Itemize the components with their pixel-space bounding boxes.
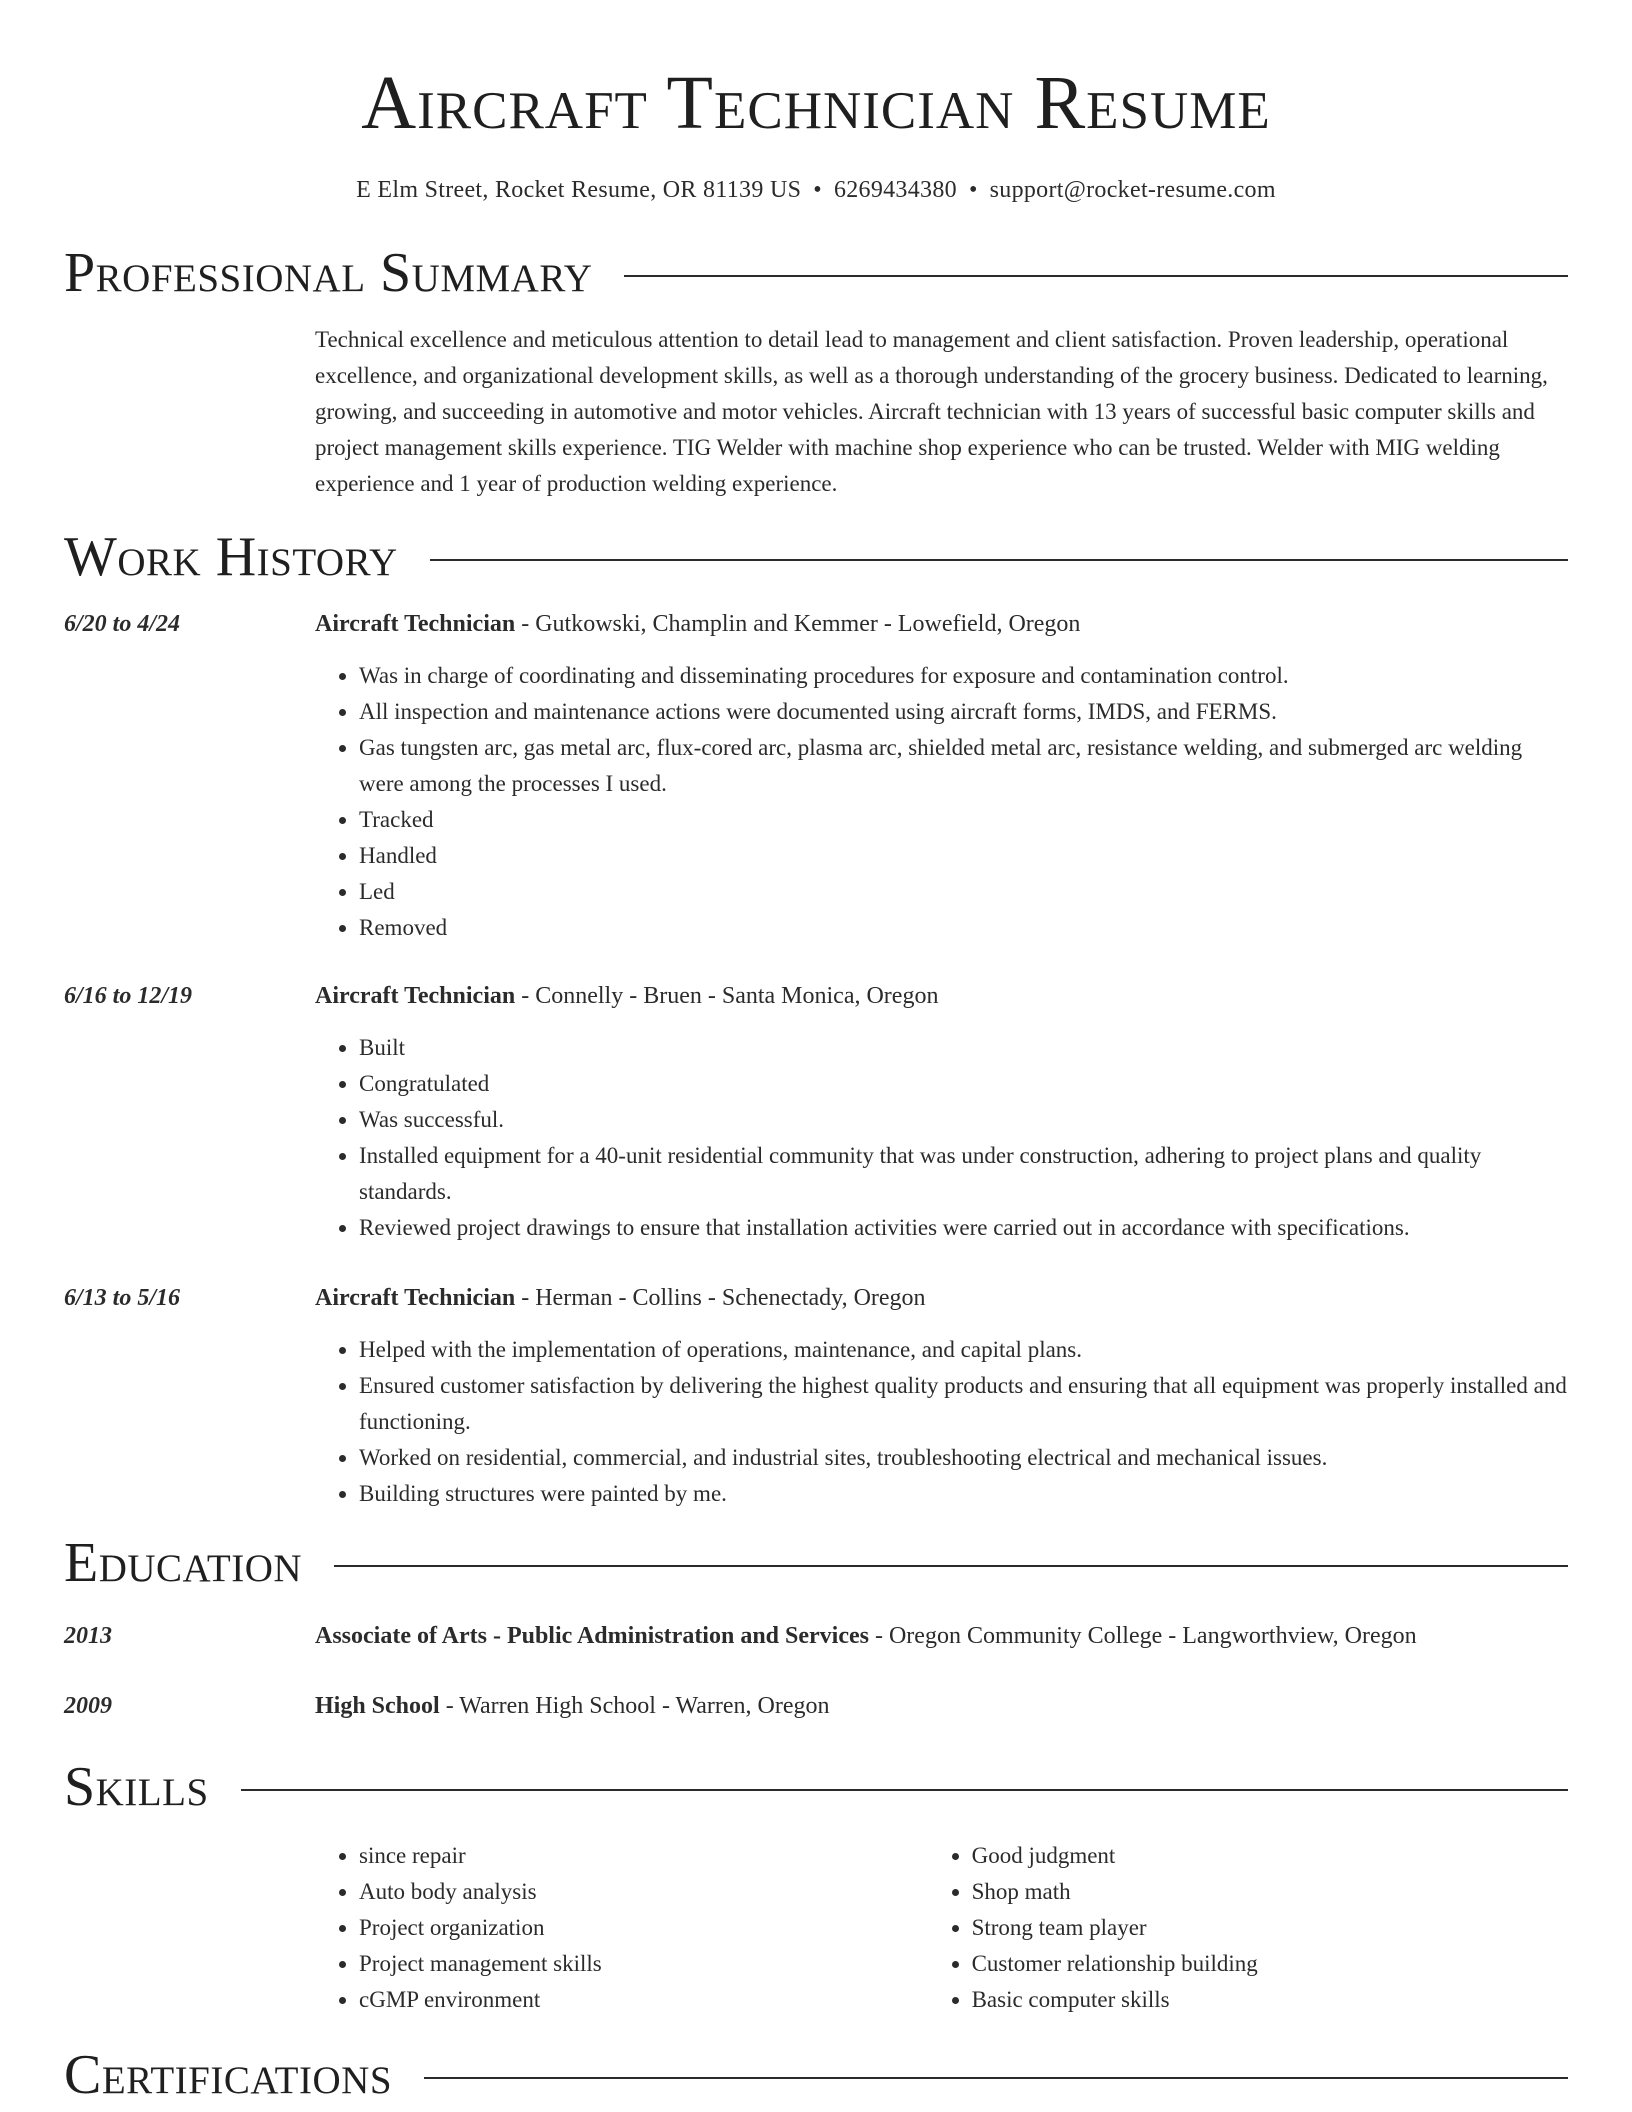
- summary-heading: Professional Summary: [64, 242, 593, 304]
- section-divider: [624, 275, 1568, 277]
- contact-separator: •: [968, 177, 978, 203]
- contact-email: support@rocket-resume.com: [989, 177, 1276, 203]
- job-heading: [315, 606, 1568, 642]
- section-divider: [430, 559, 1568, 561]
- education-content: [315, 1616, 1417, 1656]
- summary-text: Technical excellence and meticulous attention to detail lead to management and client satisfaction. Proven leadership, operational excellence, and organizational development skills, as well as a thorough understanding of the grocery business. Dedicated to learning, growing, and succeeding in automotive and motor vehicles. Aircraft technician with 13 years of successful basic computer skills and project management skills experience. TIG Welder with machine shop experience who can be trusted. Welder with MIG welding experience and 1 year of production welding experience.: [315, 327, 1548, 496]
- skill-item: • Strong team player: [972, 1910, 1568, 1946]
- skill-item: • Auto body analysis: [359, 1874, 928, 1910]
- list-item: • Gas tungsten arc, gas metal arc, flux-cored arc, plasma arc, shielded metal arc, resistance welding, and submerged arc welding were among the processes I used.: [359, 730, 1568, 802]
- list-item: • Removed: [359, 910, 1568, 946]
- job-details: - Gutkowski, Champlin and Kemmer - Lowefield, Oregon: [515, 611, 1081, 637]
- work-history-heading: Work History: [64, 526, 398, 588]
- job-bullets: [315, 658, 1568, 946]
- skills-list-left: [315, 1838, 928, 2018]
- job-title: Aircraft Technician: [315, 983, 516, 1009]
- education-year: 2013: [64, 1623, 112, 1649]
- education-heading: Education: [64, 1532, 303, 1594]
- resume-page: [64, 0, 1568, 2106]
- skill-item: • Project organization: [359, 1910, 928, 1946]
- job-dates: 6/13 to 5/16: [64, 1285, 181, 1311]
- list-item: • Helped with the implementation of operations, maintenance, and capital plans.: [359, 1332, 1568, 1368]
- skill-item: • Good judgment: [972, 1838, 1568, 1874]
- contact-separator: •: [813, 177, 822, 203]
- job-entry: [64, 1280, 1568, 1512]
- list-item: • All inspection and maintenance actions were documented using aircraft forms, IMDS, and FERMS.: [359, 694, 1568, 730]
- list-item: • Handled: [359, 838, 1568, 874]
- list-item: • Ensured customer satisfaction by delivering the highest quality products and ensuring that all equipment was properly installed and functioning.: [359, 1368, 1568, 1440]
- job-heading: [315, 978, 1568, 1014]
- education-degree: Associate of Arts - Public Administration and Services: [315, 1623, 869, 1649]
- education-content: [315, 1686, 830, 1726]
- list-item: • Building structures were painted by me.: [359, 1476, 1568, 1512]
- list-item: • Was successful.: [359, 1102, 1568, 1138]
- job-details: - Connelly - Bruen - Santa Monica, Oregon: [515, 983, 939, 1009]
- job-dates: 6/16 to 12/19: [64, 983, 193, 1009]
- list-item: • Reviewed project drawings to ensure that installation activities were carried out in accordance with specifications.: [359, 1210, 1568, 1246]
- list-item: • Worked on residential, commercial, and industrial sites, troubleshooting electrical and mechanical issues.: [359, 1440, 1568, 1476]
- job-heading: [315, 1280, 1568, 1316]
- contact-address: E Elm Street, Rocket Resume, OR 81139 US: [356, 177, 802, 203]
- certifications-heading: Certifications: [64, 2044, 393, 2106]
- job-entry: [64, 606, 1568, 946]
- skills-list-right: [928, 1838, 1568, 2018]
- skill-item: • Customer relationship building: [972, 1946, 1568, 1982]
- education-section-header: [64, 1532, 1568, 1594]
- list-item: • Was in charge of coordinating and disseminating procedures for exposure and contamination control.: [359, 658, 1568, 694]
- job-content: [315, 606, 1568, 946]
- skill-item: • Basic computer skills: [972, 1982, 1568, 2018]
- job-bullets: [315, 1030, 1568, 1246]
- list-item: • Congratulated: [359, 1066, 1568, 1102]
- job-details: - Herman - Collins - Schenectady, Oregon: [515, 1285, 926, 1311]
- list-item: • Tracked: [359, 802, 1568, 838]
- education-details: - Oregon Community College - Langworthview, Oregon: [868, 1623, 1417, 1649]
- section-divider: [424, 2077, 1568, 2079]
- skill-item: • since repair: [359, 1838, 928, 1874]
- education-details: - Warren High School - Warren, Oregon: [439, 1693, 830, 1719]
- summary-section-header: [64, 242, 1568, 304]
- skill-item: • Shop math: [972, 1874, 1568, 1910]
- skills-section-header: [64, 1756, 1568, 1818]
- job-entry: [64, 978, 1568, 1246]
- job-title: Aircraft Technician: [315, 611, 516, 637]
- job-bullets: [315, 1332, 1568, 1512]
- contact-line: [64, 174, 1568, 206]
- skill-item: • Project management skills: [359, 1946, 928, 1982]
- education-entry: [64, 1686, 1568, 1726]
- skill-item: • cGMP environment: [359, 1982, 928, 2018]
- section-divider: [241, 1789, 1568, 1791]
- list-item: • Installed equipment for a 40-unit residential community that was under construction, adhering to project plans and quality standards.: [359, 1138, 1568, 1210]
- section-divider: [334, 1565, 1568, 1567]
- contact-phone: 6269434380: [833, 177, 957, 203]
- skills-heading: Skills: [64, 1756, 209, 1818]
- resume-title: Aircraft Technician Resume: [361, 61, 1271, 145]
- skills-columns: [315, 1838, 1568, 2018]
- education-year: 2009: [64, 1693, 112, 1719]
- job-content: [315, 978, 1568, 1246]
- job-dates: 6/20 to 4/24: [64, 611, 181, 637]
- education-degree: High School: [315, 1693, 440, 1719]
- work-history-section-header: [64, 526, 1568, 588]
- job-content: [315, 1280, 1568, 1512]
- education-entry: [64, 1616, 1568, 1656]
- list-item: • Built: [359, 1030, 1568, 1066]
- job-title: Aircraft Technician: [315, 1285, 516, 1311]
- certifications-section-header: [64, 2044, 1568, 2106]
- list-item: • Led: [359, 874, 1568, 910]
